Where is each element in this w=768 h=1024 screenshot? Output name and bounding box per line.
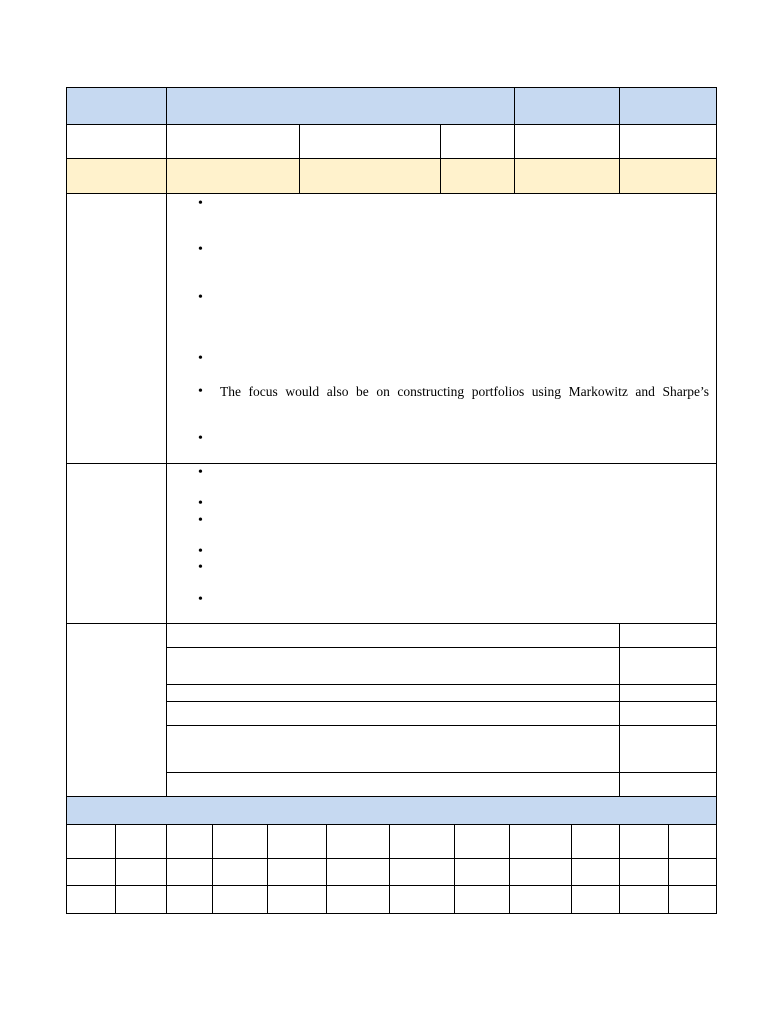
eval-row-line <box>167 684 717 685</box>
eval-row-line <box>167 772 717 773</box>
bullet-icon: • <box>198 513 203 528</box>
grid-col-line <box>389 824 390 914</box>
eval-row-line <box>167 647 717 648</box>
col-line <box>299 124 300 193</box>
grid-col-line <box>212 824 213 914</box>
row-line <box>66 193 717 194</box>
col-line <box>619 87 620 158</box>
bullet-icon: • <box>198 465 203 480</box>
grid-col-line <box>326 824 327 914</box>
bullet-icon: • <box>198 242 203 257</box>
grid-col-line <box>668 824 669 914</box>
col-line <box>514 158 515 193</box>
eval-row-line <box>167 701 717 702</box>
grid-col-line <box>619 824 620 914</box>
bullet-icon: • <box>198 384 203 399</box>
bullet-icon: • <box>198 544 203 559</box>
eval-row-line <box>167 725 717 726</box>
grid-col-line <box>571 824 572 914</box>
col-line <box>166 87 167 796</box>
bullet-icon: • <box>198 290 203 305</box>
grid-col-line <box>115 824 116 914</box>
row-line <box>66 463 717 464</box>
col-line <box>619 623 620 796</box>
bullet-icon: • <box>198 351 203 366</box>
bullet-icon: • <box>198 592 203 607</box>
col-line <box>514 87 515 158</box>
grid-col-line <box>166 824 167 914</box>
grid-col-line <box>267 824 268 914</box>
col-line <box>619 158 620 193</box>
bullet-icon: • <box>198 496 203 511</box>
bullet-icon: • <box>198 196 203 211</box>
col-line <box>440 124 441 193</box>
table-border-left <box>66 87 67 914</box>
grid-col-line <box>454 824 455 914</box>
bullet-icon: • <box>198 560 203 575</box>
bullet-icon: • <box>198 431 203 446</box>
objective-text: The focus would also be on constructing portfolios using Markowitz and Sharpe’s <box>220 384 709 399</box>
row-line <box>66 796 717 797</box>
grid-col-line <box>509 824 510 914</box>
section-row-blue <box>67 796 716 824</box>
table-border-right <box>716 87 717 914</box>
